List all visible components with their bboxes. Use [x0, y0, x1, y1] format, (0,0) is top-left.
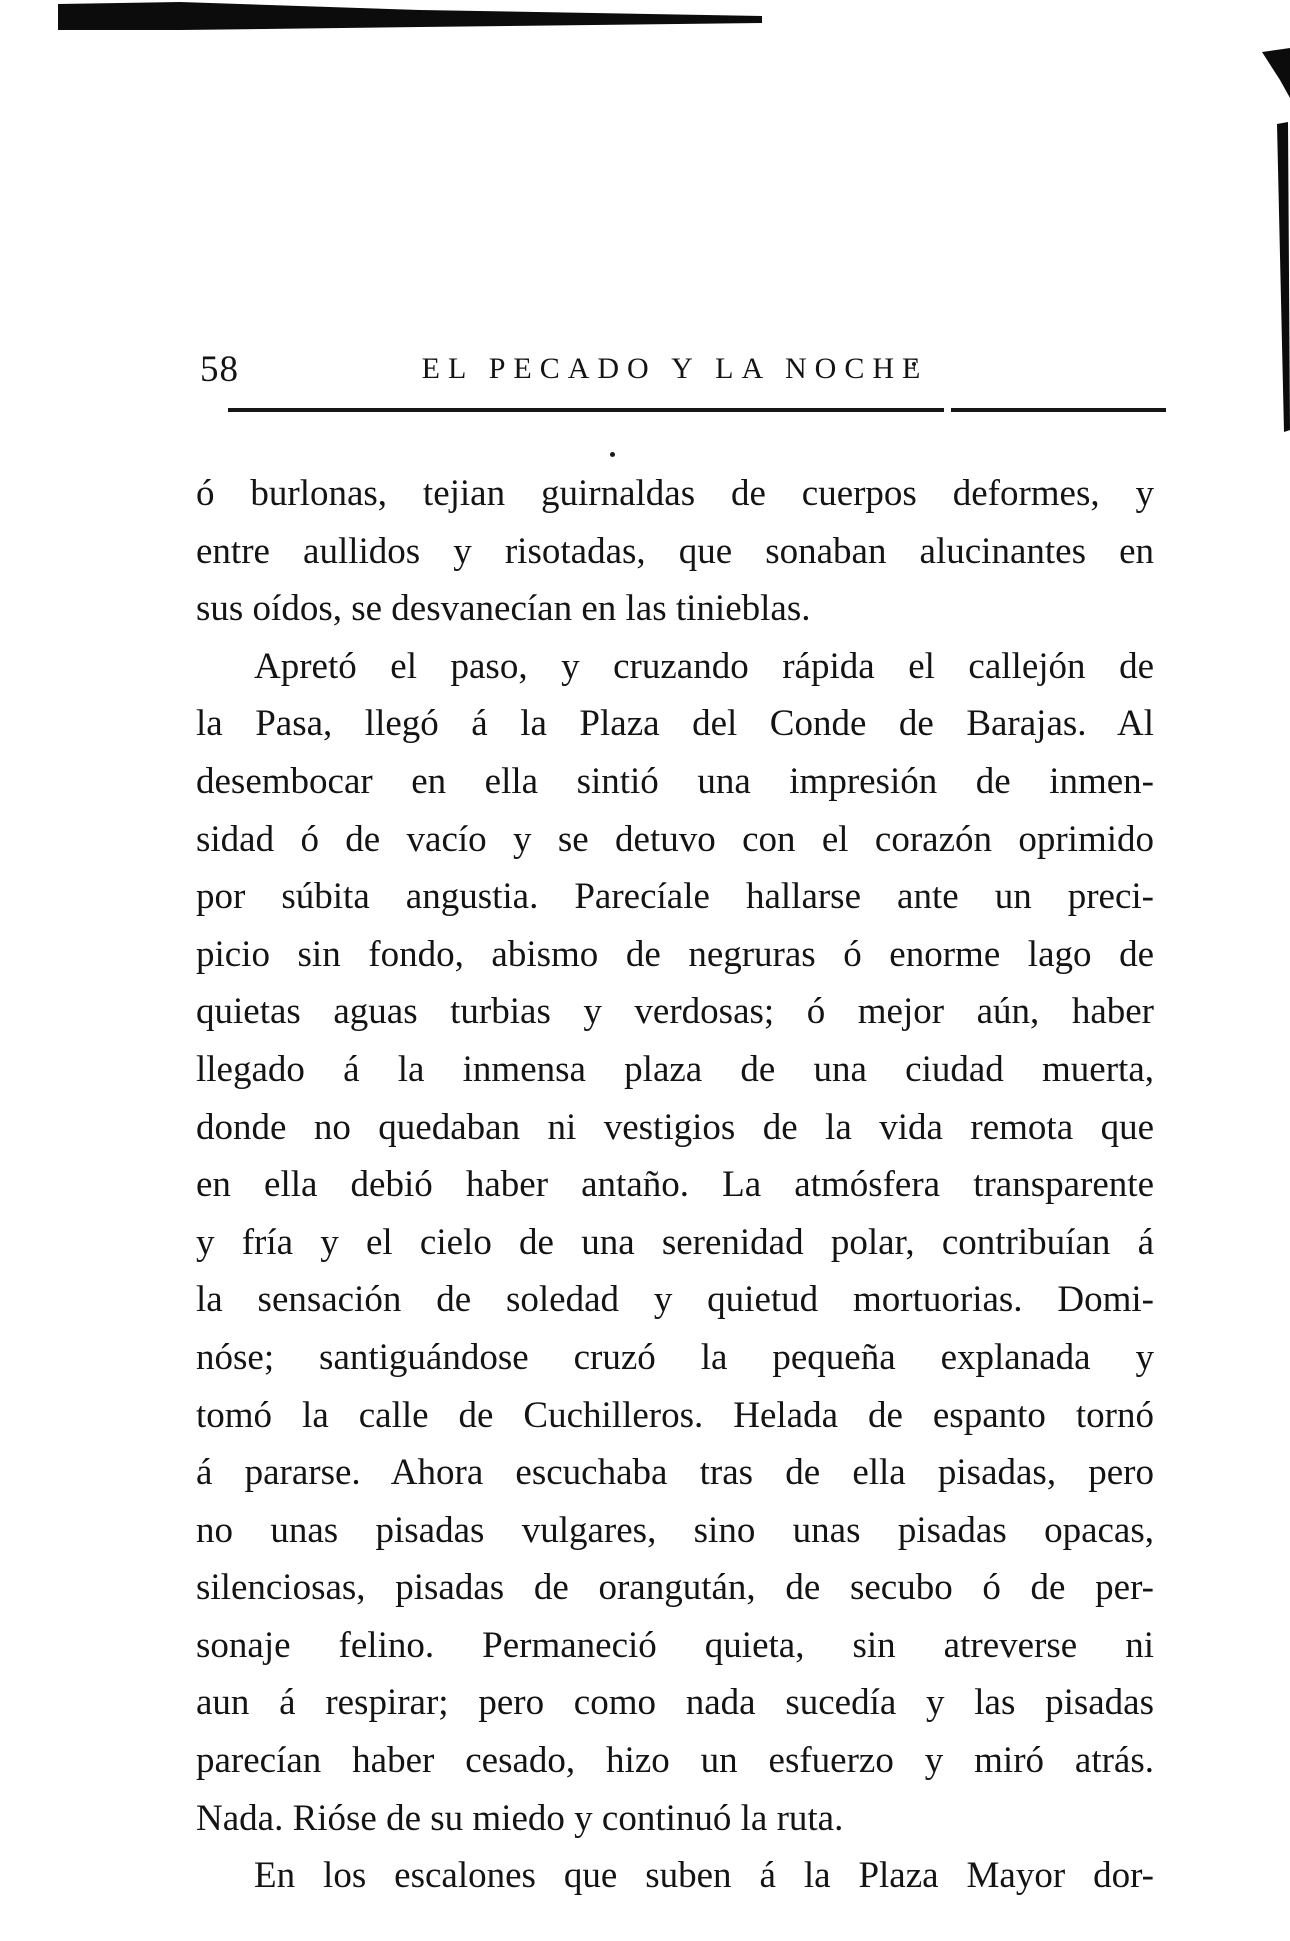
text-line: picio sin fondo, abismo de negruras ó enorme lago de: [196, 933, 1154, 975]
text-line: parecían haber cesado, hizo un esfuerzo y miró atrás.: [196, 1740, 1154, 1782]
text-line: sus oídos, se desvanecían en las tinieblas.: [196, 588, 811, 630]
text-line: sonaje felino. Permaneció quieta, sin atreverse ni: [196, 1624, 1154, 1666]
text-line: silenciosas, pisadas de orangután, de secubo ó de per-: [196, 1567, 1154, 1609]
text-line: en ella debió haber antaño. La atmósfera transparente: [196, 1164, 1154, 1206]
text-line: nóse; santiguándose cruzó la pequeña explanada y: [196, 1336, 1154, 1378]
text-line: la sensación de soledad y quietud mortuorias. Domi-: [196, 1279, 1154, 1321]
text-line: donde no quedaban ni vestigios de la vida remota que: [196, 1106, 1154, 1148]
header-title: EL PECADO Y LA NOCHE: [421, 352, 929, 385]
text-line: desembocar en ella sintió una impresión de inmen-: [196, 760, 1154, 802]
text-line: aun á respirar; pero como nada sucedía y las pisadas: [196, 1682, 1154, 1724]
scan-speck: [610, 452, 615, 457]
page-number: 58: [200, 349, 239, 390]
text-line: y fría y el cielo de una serenidad polar, contribuían á: [196, 1221, 1154, 1263]
body-text: [196, 465, 1154, 1905]
text-line: ó burlonas, tejian guirnaldas de cuerpos deformes, y: [196, 473, 1154, 514]
text-line: llegado á la inmensa plaza de una ciudad muerta,: [196, 1048, 1154, 1090]
header-rule: [228, 408, 1166, 412]
text-line: entre aullidos y risotadas, que sonaban alucinantes en: [196, 530, 1154, 572]
text-line: no unas pisadas vulgares, sino unas pisadas opacas,: [196, 1509, 1154, 1551]
header-rule-gap: [944, 407, 951, 413]
text-line: sidad ó de vacío y se detuvo con el corazón oprimido: [196, 818, 1154, 860]
text-line: En los escalones que suben á la Plaza Mayor dor-: [254, 1855, 1154, 1897]
running-head: [196, 348, 1154, 394]
scan-artifact-top-edge: [0, 0, 770, 34]
text-line: Apretó el paso, y cruzando rápida el callejón de: [254, 645, 1154, 687]
text-line: por súbita angustia. Parecíale hallarse ante un preci-: [196, 876, 1154, 918]
text-line: Nada. Rióse de su miedo y continuó la ruta.: [196, 1797, 844, 1839]
text-line: á pararse. Ahora escuchaba tras de ella pisadas, pero: [196, 1452, 1154, 1494]
scan-artifact-top-right-corner: [1260, 0, 1290, 105]
text-line: la Pasa, llegó á la Plaza del Conde de Barajas. Al: [196, 703, 1154, 745]
text-line: quietas aguas turbias y verdosas; ó mejor aún, haber: [196, 991, 1154, 1033]
text-line: tomó la calle de Cuchilleros. Helada de espanto tornó: [196, 1394, 1154, 1436]
